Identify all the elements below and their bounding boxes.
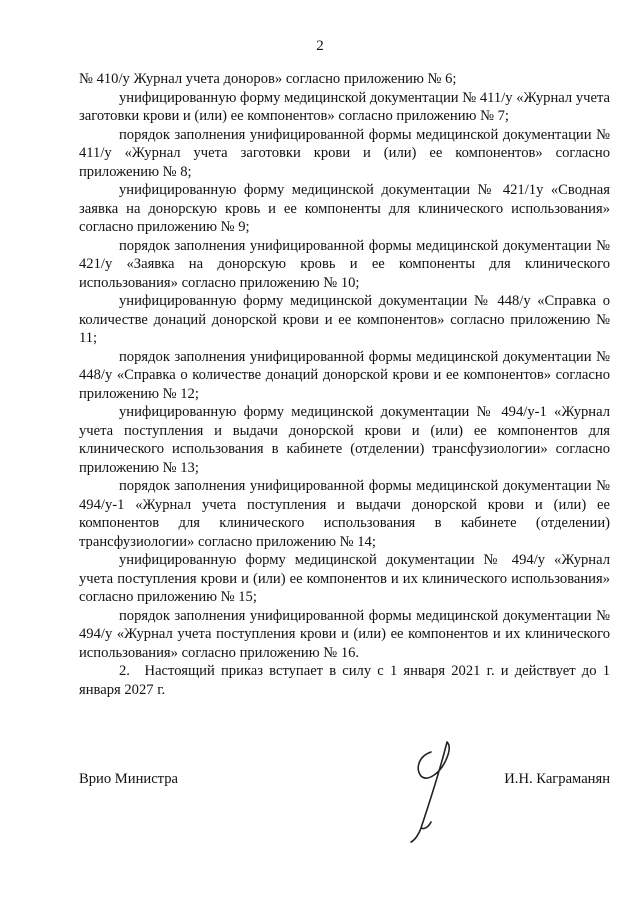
paragraph: порядок заполнения унифицированной формы медицинской документации № 411/у «Журнал учета заготовки крови и (или) ее компонентов» согласно приложению № 8;: [79, 126, 610, 180]
signer-title: Врио Министра: [79, 771, 178, 787]
paragraph: № 410/у Журнал учета доноров» согласно приложению № 6;: [79, 71, 457, 87]
signature-block: [79, 770, 610, 850]
page-number: 2: [316, 38, 324, 54]
paragraph: унифицированную форму медицинской документации № 494/у-1 «Журнал учета поступления и выдачи донорской крови и (или) ее компонентов для клинического использования в кабинете (отделении) трансфузиологии» согласно приложению № 13;: [79, 404, 610, 476]
paragraph: унифицированную форму медицинской документации № 421/1у «Сводная заявка на донорскую кровь и ее компоненты для клинического использования» согласно приложению № 9;: [79, 182, 610, 235]
effective-date-paragraph: 2. Настоящий приказ вступает в силу с 1 января 2021 г. и действует до 1 января 2027 г.: [79, 663, 610, 698]
paragraph: порядок заполнения унифицированной формы медицинской документации № 421/у «Заявка на донорскую кровь и ее компоненты для клинического использования» согласно приложению № 10;: [79, 237, 610, 291]
paragraph: порядок заполнения унифицированной формы медицинской документации № 448/у «Справка о количестве донаций донорской крови и ее компонентов» согласно приложению № 12;: [79, 348, 610, 402]
handwritten-signature: [401, 738, 461, 846]
signer-name: И.Н. Каграманян: [504, 771, 610, 787]
document-body: [79, 70, 610, 699]
paragraph: унифицированную форму медицинской документации № 448/у «Справка о количестве донаций донорской крови и ее компонентов» согласно приложению № 11;: [79, 293, 610, 346]
paragraph: унифицированную форму медицинской документации № 411/у «Журнал учета заготовки крови и (или) ее компонентов» согласно приложению № 7;: [79, 89, 610, 124]
paragraph: порядок заполнения унифицированной формы медицинской документации № 494/у «Журнал учета поступления крови и (или) ее компонентов и их клинического использования» согласно приложению № 16.: [79, 607, 610, 661]
paragraph: унифицированную форму медицинской документации № 494/у «Журнал учета поступления крови и (или) ее компонентов и их клинического использования» согласно приложению № 15;: [79, 552, 610, 605]
paragraph: порядок заполнения унифицированной формы медицинской документации № 494/у-1 «Журнал учета поступления и выдачи донорской крови и (или) ее компонентов для клинического использования в кабинете (отделении) трансфузиологии» согласно приложению № 14;: [79, 478, 610, 550]
